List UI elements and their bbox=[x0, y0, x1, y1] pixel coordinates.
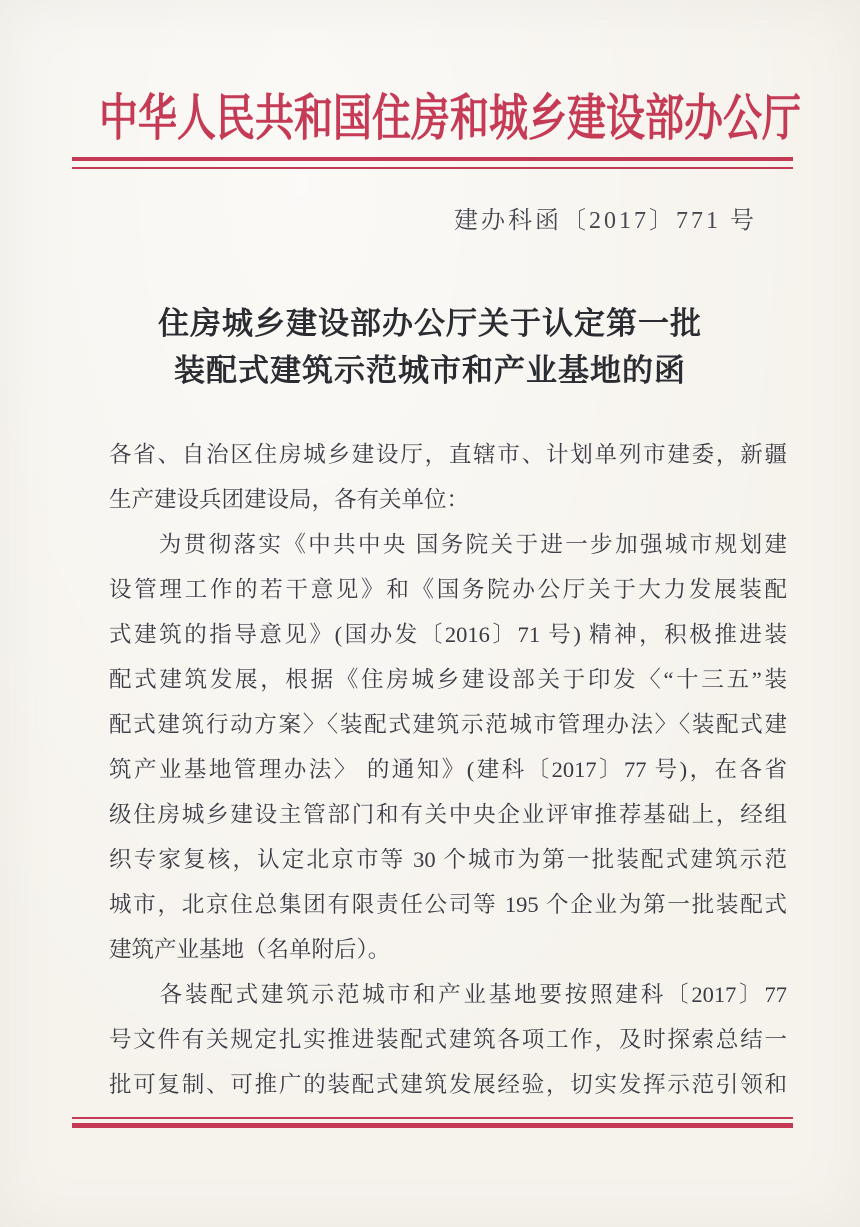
body-line: 设管理工作的若干意见》和《国务院办公厅关于大力发展装配 bbox=[109, 577, 787, 602]
letterhead-agency-name bbox=[0, 86, 860, 150]
letterhead-rule-thin bbox=[72, 167, 793, 169]
letterhead-agency-name-text: 中华人民共和国住房和城乡建设部办公厅 bbox=[99, 90, 801, 146]
body-line: 建筑产业基地（名单附后）。 bbox=[109, 937, 391, 962]
body-line: 批可复制、可推广的装配式建筑发展经验，切实发挥示范引领和 bbox=[109, 1072, 787, 1097]
body-line: 为贯彻落实《中共中央 国务院关于进一步加强城市规划建 bbox=[109, 532, 787, 557]
body-line: 筑产业基地管理办法〉 的通知》(建科〔2017〕77 号)，在各省 bbox=[109, 757, 787, 782]
document-title-line2: 装配式建筑示范城市和产业基地的函 bbox=[174, 353, 686, 388]
body-text bbox=[109, 432, 787, 1107]
document-title bbox=[0, 300, 860, 394]
body-line: 织专家复核，认定北京市等 30 个城市为第一批装配式建筑示范 bbox=[109, 847, 787, 872]
document-title-line1: 住房城乡建设部办公厅关于认定第一批 bbox=[158, 306, 702, 341]
body-line: 生产建设兵团建设局，各有关单位： bbox=[109, 487, 470, 512]
body-line: 配式建筑发展，根据《住房城乡建设部关于印发〈“十三五”装 bbox=[109, 667, 787, 692]
footer-rule-thick bbox=[72, 1123, 793, 1128]
footer-rule-thin bbox=[72, 1117, 793, 1119]
body-line: 配式建筑行动方案〉〈装配式建筑示范城市管理办法〉〈装配式建 bbox=[109, 712, 787, 737]
letterhead-rule-thick bbox=[72, 157, 793, 161]
body-line: 城市，北京住总集团有限责任公司等 195 个企业为第一批装配式 bbox=[109, 892, 787, 917]
body-line: 各省、自治区住房城乡建设厅，直辖市、计划单列市建委，新疆 bbox=[109, 442, 787, 467]
body-line: 号文件有关规定扎实推进装配式建筑各项工作，及时探索总结一 bbox=[109, 1027, 787, 1052]
document-number: 建办科函〔2017〕771 号 bbox=[454, 208, 757, 234]
body-line: 式建筑的指导意见》(国办发〔2016〕71 号) 精神，积极推进装 bbox=[109, 622, 787, 647]
body-line: 各装配式建筑示范城市和产业基地要按照建科〔2017〕77 bbox=[109, 982, 787, 1007]
body-line: 级住房城乡建设主管部门和有关中央企业评审推荐基础上，经组 bbox=[109, 802, 787, 827]
